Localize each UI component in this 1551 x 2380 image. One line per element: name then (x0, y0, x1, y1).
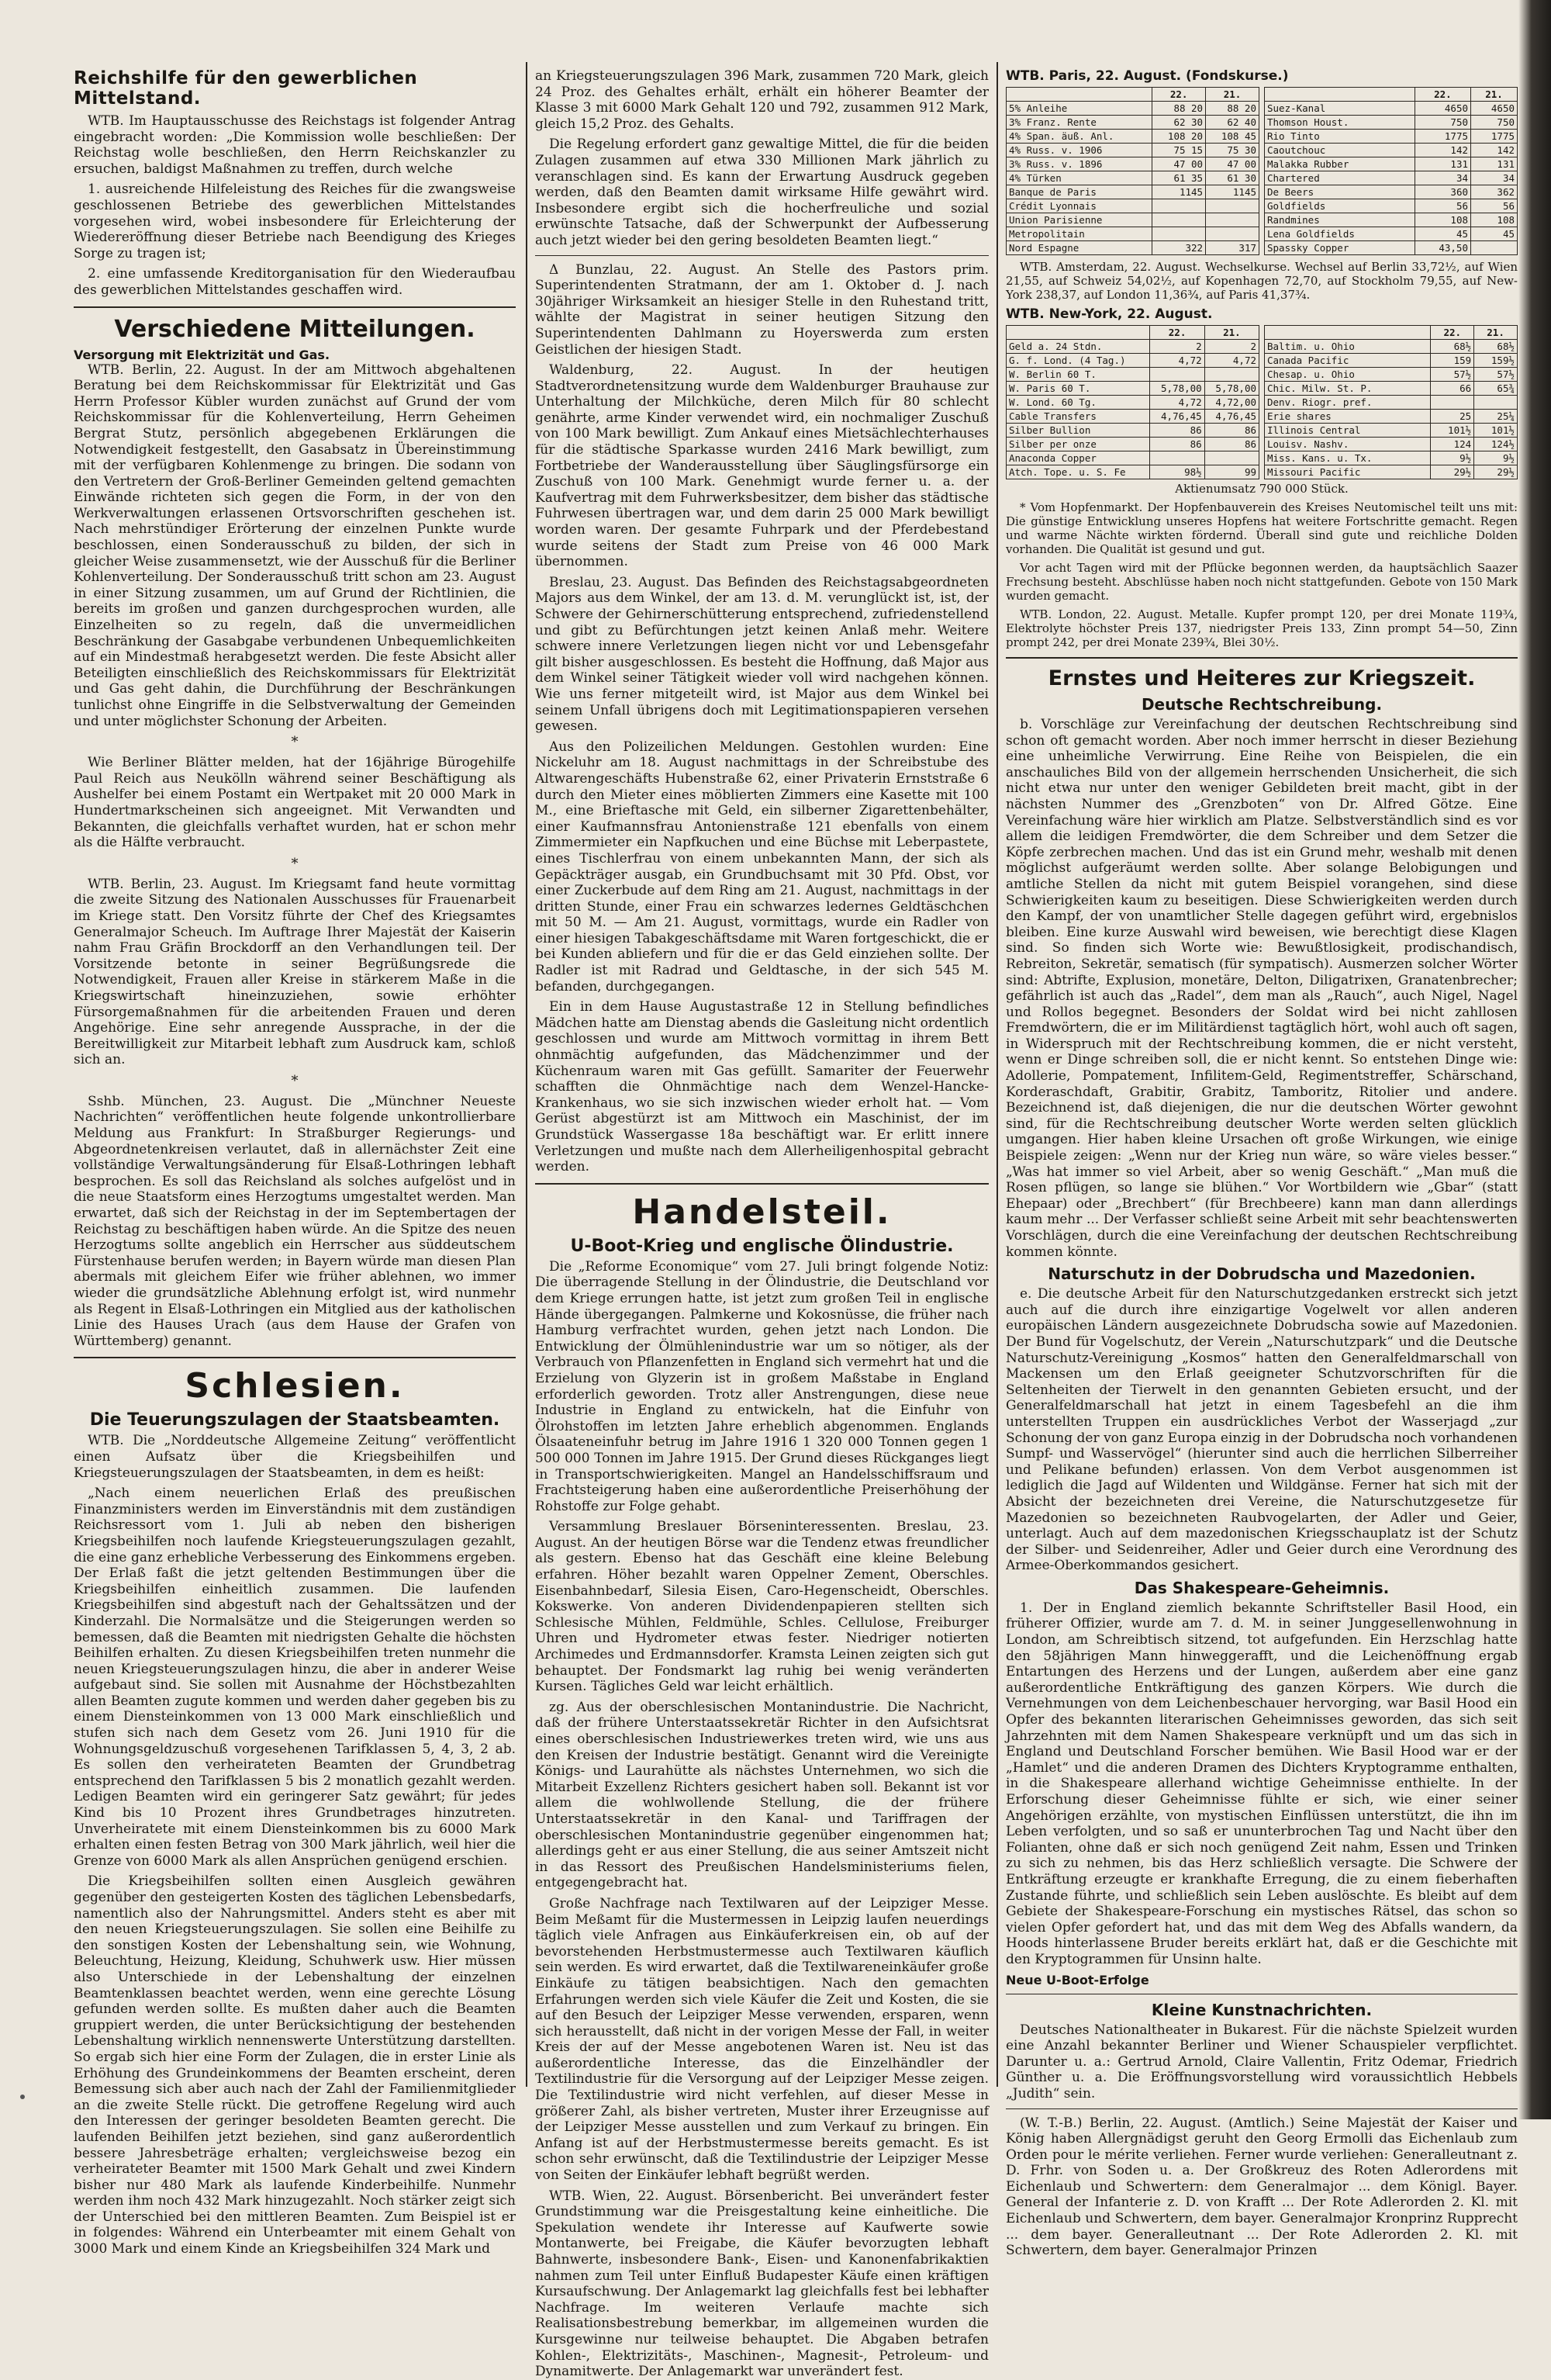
column-rule (526, 62, 527, 2087)
article-paragraph: an Kriegsteuerungszulagen 396 Mark, zusammen 720 Mark, gleich 24 Proz. des Gehaltes erhält, erhält ein höherer Beamter der Klasse 3 mit 6000 Mark Gehalt 120 und 792, zusammen 912 Mark, gleich 15,2 Proz. des Gehalts. (535, 68, 989, 132)
article-paragraph: zg. Aus der oberschlesischen Montanindustrie. Die Nachricht, daß der frühere Unterstaatssekretär Richter in den Aufsichtsrat eines oberschlesischen Industriewerkes treten wird, wie uns aus den Kreisen der Industrie bestätigt. Genannt wird die Vereinigte Königs- und Laurahütte als nächstes Unternehmen, wo sich die Mitarbeit Exzellenz Richters gesichert haben soll. Bekannt ist vor allem die wohlwollende Stellung, die der frühere Unterstaatssekretär in den Kanal- und Tariffragen der oberschlesischen Montanindustrie gegenüber eingenommen hat; allerdings geht er aus einer Stellung, die aus seiner Amtszeit nicht in das Ressort des Preußischen Handelsministeriums fielen, entgegengebracht hat. (535, 1699, 989, 1891)
table-cell: G. f. Lond. (4 Tag.) (1007, 354, 1150, 368)
section-divider (1006, 657, 1518, 659)
table-row (1265, 368, 1518, 382)
table-cell: 66 (1431, 382, 1474, 396)
table-cell: 62 30 (1152, 116, 1206, 130)
table-cell: 25¼ (1474, 410, 1518, 424)
table-cell: 75 15 (1152, 144, 1206, 157)
table-cell: 4,76,45 (1204, 410, 1259, 424)
table-cell: 4650 (1415, 102, 1470, 116)
table-cell: Chesap. u. Ohio (1265, 368, 1431, 382)
page-speck (20, 2095, 25, 2099)
table-cell: 22. (1150, 326, 1204, 340)
table-cell: 61 30 (1206, 171, 1259, 185)
table-cell (1152, 213, 1206, 227)
table-cell: 101½ (1431, 424, 1474, 438)
table-cell: 4% Span. äuß. Anl. (1007, 130, 1152, 144)
table-cell: Lena Goldfields (1265, 227, 1415, 241)
table-cell: 108 (1471, 213, 1518, 227)
article-kicker: Versorgung mit Elektrizität und Gas. (74, 347, 330, 362)
table-cell: 22. (1415, 88, 1470, 102)
table-row (1007, 382, 1259, 396)
article-paragraph: Ein in dem Hause Augustastraße 12 in Stellung befindliches Mädchen hatte am Dienstag abends die Gasleitung nicht ordentlich geschlossen und wurde am Mittwoch vormittag in ihrem Bett ohnmächtig aufgefunden, das Mädchenzimmer und der Küchenraum waren mit Gas gefüllt. Samariter der Feuerwehr schafften die Ohnmächtige nach dem Wenzel-Hancke-Krankenhaus, wo sie sich inzwischen wieder erholt hat. — Vom Gerüst abgestürzt ist am Mittwoch ein Maschinist, der im Grundstück Wassergasse 18a beschäftigt war. Er erlitt innere Verletzungen und mußte nach dem Allerheiligenhospital gebracht werden. (535, 999, 989, 1175)
table-cell: 68½ (1431, 340, 1474, 354)
article-paragraph: WTB. Die „Norddeutsche Allgemeine Zeitung“ veröffentlicht einen Aufsatz über die Kriegsbeihilfen und Kriegsteuerungszulagen der Staatsbeamten, in dem es heißt: (74, 1433, 516, 1481)
article-paragraph: WTB. Im Hauptausschusse des Reichstags ist folgender Antrag eingebracht worden: „Die Kommission wolle beschließen: Der Reichstag wolle beschließen, den Herrn Reichskanzler zu ersuchen, baldigst Maßnahmen zu treffen, durch welche (74, 113, 516, 177)
table-cell: Union Parisienne (1007, 213, 1152, 227)
table-row (1007, 171, 1259, 185)
table-row (1007, 451, 1259, 465)
table-cell (1007, 88, 1152, 102)
table-cell: Nord Espagne (1007, 241, 1152, 255)
star-separator: * (291, 855, 299, 872)
table-cell: 86 (1150, 424, 1204, 438)
table-row (1265, 227, 1518, 241)
article-paragraph: Die Kriegsbeihilfen sollten einen Ausgleich gewähren gegenüber den gesteigerten Kosten des täglichen Lebensbedarfs, namentlich also der Nahrungsmittel. Anders steht es aber mit den neuen Kriegsteuerungszulagen. Sie sollen eine Beihilfe zu den sonstigen Kosten der Lebenshaltung sein, wie Wohnung, Beleuchtung, Heizung, Kleidung, Schuhwerk usw. Hier müssen also Unterschiede in der Lebenshaltung der einzelnen Beamtenklassen beachtet werden, wenn eine gerechte Lösung gefunden werden sollte. Es mußten daher auch die Beamten gruppiert werden, die unter Berücksichtigung der bestehenden Lebenshaltung wirklich nennenswerte Unterstützung darstellten. So ergab sich hier eine Form der Zulagen, die in erster Linie als Erhöhung des Grundeinkommens der Beamten erscheint, deren Bemessung sich aber auch nach der Zahl der Familienmitglieder an die zweite Stelle rückt. Die getroffene Regelung wird auch den Interessen der geringer besoldeten Beamten gerecht. Die laufenden Beihilfen jetzt beziehen, sind ganz außerordentlich bessere Jahresbeträge erhalten; vergleichsweise bezog ein verheirateter Beamter mit 1500 Mark Gehalt und zwei Kindern bisher nur 480 Mark als laufende Kinderbeihilfe. Nunmehr werden ihm noch 432 Mark hinzugezahlt. Noch stärker zeigt sich der Unterschied bei den mittleren Beamten. Zum Beispiel ist er in folgendes: Während ein Unterbeamter mit einem Gehalt von 3000 Mark und einem Kinde an Kriegsbeihilfen 324 Mark und (74, 1873, 516, 2257)
table-row (1007, 396, 1259, 410)
table-row (1265, 199, 1518, 213)
table-row (1007, 144, 1259, 157)
table-row (1265, 396, 1518, 410)
table-cell: 22. (1152, 88, 1206, 102)
column-left (74, 68, 516, 2257)
article-paragraph: 2. eine umfassende Kreditorganisation für den Wiederaufbau des gewerblichen Mittelstandes geschaffen wird. (74, 266, 516, 298)
table-cell: 750 (1415, 116, 1470, 130)
article-paragraph: Vor acht Tagen wird mit der Pflücke begonnen werden, da hauptsächlich Saazer Frechsung besteht. Abschlüsse haben noch nicht stattgefunden. Gebote von 150 Mark wurden gemacht. (1006, 561, 1518, 603)
table-row (1265, 144, 1518, 157)
article-heading: Reichshilfe für den gewerblichen Mittelstand. (74, 68, 418, 109)
table-cell: 5,78,00 (1150, 382, 1204, 396)
table-row (1007, 354, 1259, 368)
divider (1006, 2108, 1518, 2109)
table-row (1265, 424, 1518, 438)
table-row (1265, 382, 1518, 396)
table-cell: Banque de Paris (1007, 185, 1152, 199)
table-cell: Atch. Tope. u. S. Fe (1007, 465, 1150, 479)
table-cell: De Beers (1265, 185, 1415, 199)
table-row (1007, 102, 1259, 116)
article-paragraph: Die „Reforme Economique“ vom 27. Juli bringt folgende Notiz: Die überragende Stellung in der Ölindustrie, die Deutschland vor dem Kriege errungen hatte, ist jetzt zum großen Teil in englische Hände übergegangen. Palmkerne und Kokosnüsse, die früher nach Hamburg verfrachtet wurden, gehen jetzt nach London. Die Entwicklung der Ölmühlenindustrie war um so nötiger, als der Verbrauch von Pflanzenfetten in England sich vermehrt hat und die Erzielung von Glyzerin ist in großem Maßstabe in England erforderlich geworden. Trotz aller Anstrengungen, diese neue Industrie in England zu entwickeln, hat die Einfuhr von Ölrohstoffen im letzten Jahre erheblich abgenommen. Englands Ölsaateneinfuhr betrug im Jahre 1916 1 320 000 Tonnen gegen 1 500 000 Tonnen im Jahre 1915. Der Grund dieses Rückganges liegt in Transportschwierigkeiten. Mangel an Handelsschiffsraum und Frachtsteigerung haben eine außerordentliche Preiserhöhung der Rohstoffe zur Folge gehabt. (535, 1258, 989, 1514)
section-divider (74, 1357, 516, 1358)
table-row (1265, 241, 1518, 255)
table-cell: 56 (1471, 199, 1518, 213)
table-cell: 159½ (1474, 354, 1518, 368)
market-heading: WTB. Paris, 22. August. (Fondskurse.) (1006, 68, 1289, 84)
table-cell (1206, 199, 1259, 213)
table-cell: 4,72,00 (1204, 396, 1259, 410)
table-cell: 86 (1204, 424, 1259, 438)
table-cell: Geld a. 24 Stdn. (1007, 340, 1150, 354)
table-row (1265, 451, 1518, 465)
column-rule (997, 62, 998, 2087)
table-cell (1431, 396, 1474, 410)
table-cell: 9½ (1474, 451, 1518, 465)
article-heading: Das Shakespeare-Geheimnis. (1134, 1578, 1390, 1597)
table-cell: 4,72 (1204, 354, 1259, 368)
table-cell: 68½ (1474, 340, 1518, 354)
table-cell: 2 (1204, 340, 1259, 354)
table-cell: 9½ (1431, 451, 1474, 465)
table-cell (1152, 227, 1206, 241)
table-cell: W. Paris 60 T. (1007, 382, 1150, 396)
table-cell: 21. (1206, 88, 1259, 102)
table-cell: Denv. Riogr. pref. (1265, 396, 1431, 410)
section-divider (535, 1183, 989, 1185)
table-cell (1204, 368, 1259, 382)
table-cell: 131 (1415, 157, 1470, 171)
section-divider (74, 306, 516, 308)
table-cell: 4,76,45 (1150, 410, 1204, 424)
table-row (1265, 116, 1518, 130)
table-cell: 360 (1415, 185, 1470, 199)
table-cell (1150, 368, 1204, 382)
table-cell: Silber Bullion (1007, 424, 1150, 438)
table-cell (1265, 326, 1431, 340)
table-cell (1007, 326, 1150, 340)
table-cell: 159 (1431, 354, 1474, 368)
table-cell: W. Lond. 60 Tg. (1007, 396, 1150, 410)
table-cell: Malakka Rubber (1265, 157, 1415, 171)
table-row (1007, 438, 1259, 451)
article-heading: Verschiedene Mitteilungen. (114, 315, 475, 343)
table-cell: 2 (1150, 340, 1204, 354)
table-cell: 21. (1471, 88, 1518, 102)
table-cell: Miss. Kans. u. Tx. (1265, 451, 1431, 465)
market-heading: WTB. New-York, 22. August. (1006, 306, 1213, 322)
table-cell: 101½ (1474, 424, 1518, 438)
table-cell: 142 (1471, 144, 1518, 157)
paris-table-right (1264, 87, 1518, 255)
article-paragraph: Waldenburg, 22. August. In der heutigen Stadtverordnetensitzung wurde dem Waldenburger Brauhause zur Unterhaltung der Milchküche, deren Milch für 80 schlecht genährte, arme Kinder verwendet wird, ein nochmaliger Zuschuß von 100 Mark bewilligt. Zum Ankauf eines Mietsächlechterhauses für die städtische Sparkasse wurden 2416 Mark bewilligt, zum Fortbetriebe der Wanderausstellung über Säuglingsfürsorge ein Zuschuß von 100 Mark. Genehmigt wurde ferner u. a. der Kaufvertrag mit dem Fuhrwerksbesitzer, dem bisher das städtische Fuhrwesen übertragen war, und dem darin 25 000 Mark bewilligt worden waren. Der gesamte Fuhrpark und der Pferdebestand wurde seitens der Stadt zum Preise von 46 000 Mark übernommen. (535, 362, 989, 570)
table-row (1007, 157, 1259, 171)
table-cell: Metropolitain (1007, 227, 1152, 241)
table-cell: 47 00 (1152, 157, 1206, 171)
table-cell: 56 (1415, 199, 1470, 213)
article-paragraph: WTB. Berlin, 23. August. Im Kriegsamt fand heute vormittag die zweite Sitzung des Nationalen Ausschusses für Frauenarbeit im Kriege statt. Den Vorsitz führte der Chef des Kriegsamtes Generalmajor Scheuch. Im Auftrage Ihrer Majestät der Kaiserin nahm Frau Gräfin Brockdorff an den Verhandlungen teil. Der Vorsitzende betonte in seiner Begrüßungsrede die Notwendigkeit, Frauen aller Kreise in stärkerem Maße in die Kriegswirtschaft hineinzuziehen, sowie erhöhter Fürsorgemaßnahmen für die arbeitenden Frauen und deren Angehörige. Eine sehr anregende Aussprache, in der die Bereitwilligkeit zur Mitarbeit lebhaft zum Ausdruck kam, schloß sich an. (74, 876, 516, 1068)
table-cell (1471, 241, 1518, 255)
table-row (1265, 185, 1518, 199)
table-cell: 45 (1471, 227, 1518, 241)
table-cell: 75 30 (1206, 144, 1259, 157)
table-cell: 3% Russ. v. 1896 (1007, 157, 1152, 171)
table-cell: 1145 (1152, 185, 1206, 199)
table-cell: 124 (1431, 438, 1474, 451)
table-cell: 4,72 (1150, 396, 1204, 410)
article-paragraph: Deutsches Nationaltheater in Bukarest. Für die nächste Spielzeit wurden eine Anzahl bekannter Berliner und Wiener Schauspieler verpflichtet. Darunter u. a.: Gertrud Arnold, Claire Vallentin, Fritz Odemar, Friedrich Günther u. a. Die Eröffnungsvorstellung wird voraussichtlich Hebbels „Judith“ sein. (1006, 2022, 1518, 2102)
table-row (1007, 88, 1259, 102)
article-heading: Naturschutz in der Dobrudscha und Mazedonien. (1048, 1264, 1476, 1284)
table-cell: Louisv. Nashv. (1265, 438, 1431, 451)
table-cell: 21. (1204, 326, 1259, 340)
table-cell: 131 (1471, 157, 1518, 171)
article-paragraph: Versammlung Breslauer Börseninteressenten. Breslau, 23. August. An der heutigen Börse war die Tendenz etwas freundlicher als gestern. Ebenso hat das Geschäft eine kleine Belebung erfahren. Höher bezahlt waren Oppelner Zement, Oberschles. Eisenbahnbedarf, Silesia Eisen, Caro-Hegenscheidt, Oberschles. Kokswerke. Von anderen Dividendenpapieren stellten sich Schlesische Mühlen, Feldmühle, Schles. Cellulose, Freiburger Uhren und Hydrometer etwas fester. Niedriger notierten Archimedes und Erdmannsdorfer. Kramsta Leinen zeigten sich gut behauptet. Der Fondsmarkt lag ruhig bei wenig veränderten Kursen. Tägliches Geld war leicht erhältlich. (535, 1519, 989, 1695)
column-middle (535, 68, 989, 2380)
article-paragraph: WTB. Amsterdam, 22. August. Wechselkurse. Wechsel auf Berlin 33,72½, auf Wien 21,55, auf Schweiz 54,02½, auf Kopenhagen 72,70, auf Stockholm 79,55, auf New-York 238,37, auf London 11,36¾, auf Paris 41,37¾. (1006, 260, 1518, 302)
table-cell (1265, 88, 1415, 102)
table-cell: 4650 (1471, 102, 1518, 116)
table-row (1007, 116, 1259, 130)
table-row (1265, 213, 1518, 227)
table-cell: 108 45 (1206, 130, 1259, 144)
table-row (1007, 424, 1259, 438)
table-cell: 29½ (1431, 465, 1474, 479)
table-cell: 98½ (1150, 465, 1204, 479)
table-cell (1204, 451, 1259, 465)
table-cell: 317 (1206, 241, 1259, 255)
table-cell: 88 20 (1152, 102, 1206, 116)
table-cell: Thomson Houst. (1265, 116, 1415, 130)
table-cell: Rio Tinto (1265, 130, 1415, 144)
table-cell (1152, 199, 1206, 213)
table-row (1265, 465, 1518, 479)
newyork-tables (1006, 325, 1518, 479)
table-cell: 29½ (1474, 465, 1518, 479)
table-cell: 362 (1471, 185, 1518, 199)
section-heading: Ernstes und Heiteres zur Kriegszeit. (1048, 666, 1476, 690)
table-cell (1206, 213, 1259, 227)
article-paragraph: WTB. London, 22. August. Metalle. Kupfer prompt 120, per drei Monate 119¾, Elektrolyte höchster Preis 137, niedrigster Preis 133, Zinn prompt 54—50, Zinn prompt 242, per drei Monate 239¾, Blei 30½. (1006, 607, 1518, 649)
table-cell: 108 20 (1152, 130, 1206, 144)
table-row (1007, 130, 1259, 144)
table-cell: 1775 (1415, 130, 1470, 144)
table-cell: 45 (1415, 227, 1470, 241)
article-heading: Die Teuerungszulagen der Staatsbeamten. (89, 1410, 500, 1430)
table-row (1265, 410, 1518, 424)
article-tail: Neue U-Boot-Erfolge (1006, 1972, 1149, 1987)
table-cell: 124½ (1474, 438, 1518, 451)
article-paragraph: e. Die deutsche Arbeit für den Naturschutzgedanken erstreckt sich jetzt auch auf die durch ihre einzigartige Vogelwelt vor allen anderen europäischen Ländern ausgezeichnete Dobrudscha sowie auf Mazedonien. Der Bund für Vogelschutz, der Verein „Naturschutzpark“ und die Deutsche Naturschutz-Vereinigung „Kosmos“ hatten den Generalfeldmarschall von Mackensen um den Erlaß geeigneter Schutzvorschriften für die Seltenheiten der Tierwelt in den genannten Gebieten ersucht, und der Generalfeldmarschall hat jetzt in einem Tagesbefehl an die ihm unterstellten Truppen ein ausdrückliches Verbot der Wasserjagd „zur Schonung der von ganz Europa einzig in der Dobrudscha noch vorhandenen Sumpf- und Wasservögel“ (hierunter sind auch die herrlichen Silberreiher und Pelikane befunden) erlassen. Von dem Verbot ausgenommen ist lediglich die Jagd auf Wildenten und Wildgänse. Ferner hat sich mit der Absicht der bezeichneten drei Vereine, die Naturschutzgesetze für Mazedonien so bezeichneten Raubvogelarten, der Adler und Geier, unterlagt. Auch auf dem mazedonischen Kriegsschauplatz ist der Schutz der Silber- und Seidenreiher, Adler und Geier durch eine Verordnung des Armee-Oberkommandos gesichert. (1006, 1286, 1518, 1574)
newyork-table-left (1006, 325, 1259, 479)
binding-edge (1518, 0, 1551, 2119)
table-row (1007, 227, 1259, 241)
table-cell: Chic. Milw. St. P. (1265, 382, 1431, 396)
table-cell: 57½ (1431, 368, 1474, 382)
article-paragraph: Große Nachfrage nach Textilwaren auf der Leipziger Messe. Beim Meßamt für die Mustermessen in Leipzig laufen neuerdings täglich viele Anfragen aus Einkäuferkreisen ein, ob auf der bevorstehenden Herbstmustermesse auch Textilwaren käuflich sein werden. Es wird erwartet, daß die Textilwareneinkäufer große Einkäufe zu tätigen beabsichtigen. Nach den gemachten Erfahrungen werden sich viele Käufer die Zeit und Kosten, die sie auf den Besuch der Leipziger Messe verwenden, ersparen, wenn sich herausstellt, daß nicht in der vorigen Messe der Fall, in weiter Kreis der auf der Messe angebotenen Waren ist. Neu ist das außerordentliche Interesse, das die Einzelhändler der Textilindustrie für die Versorgung auf der Leipziger Messe zeigen. Die Textilindustrie wird nicht verfehlen, auf dieser Messe in größerer Zahl, als bisher vertreten, Muster ihrer Erzeugnisse auf der Leipziger Messe ausstellen und zum Verkauf zu bringen. Ein Anfang ist auf der Herbstmustermesse bereits gemacht. Es ist schon sehr erwünscht, daß die Textilindustrie der Leipziger Messe von Seiten der Einkäufer lebhaft begrüßt werden. (535, 1895, 989, 2184)
section-heading: Schlesien. (185, 1366, 405, 1406)
table-cell: Spassky Copper (1265, 241, 1415, 255)
table-cell: 108 (1415, 213, 1470, 227)
table-cell: Randmines (1265, 213, 1415, 227)
table-cell: Suez-Kanal (1265, 102, 1415, 116)
table-cell: Illinois Central (1265, 424, 1431, 438)
table-row (1265, 354, 1518, 368)
table-cell: 4,72 (1150, 354, 1204, 368)
article-paragraph: Δ Bunzlau, 22. August. An Stelle des Pastors prim. Superintendenten Stratmann, der am 1. Oktober d. J. nach 30jähriger Wirksamkeit an hiesiger Stelle in den Ruhestand tritt, wählte der Magistrat in seiner heutigen Sitzung den Superintendenten Dahlmann zu Hoyerswerda zum ersten Geistlichen der hiesigen Stadt. (535, 261, 989, 358)
article-paragraph: WTB. Wien, 22. August. Börsenbericht. Bei unverändert fester Grundstimmung war die Preisgestaltung keine einheitliche. Die Spekulation wendete ihr Interesse auf Kaufwerte sowie Montanwerte, bei Freigabe, die Käufer bevorzugten lebhaft Bahnwerte, insbesondere Bank-, Eisen- und Kanonenfabrikaktien nahmen zum Teil unter Einfluß Budapester Käufe einen kräftigen Kursaufschwung. Der Anlagemarkt lag gleichfalls fest bei lebhafter Nachfrage. Im weiteren Verlaufe machte sich Realisationsbestrebung bemerkbar, im allgemeinen wurden die Kursgewinne nur teilweise behauptet. Die Abgaben betrafen Kohlen-, Elektrizitäts-, Maschinen-, Magnesit-, Petroleum- und Dynamitwerte. Der Anlagemarkt war unverändert fest. (535, 2188, 989, 2380)
table-cell: 22. (1431, 326, 1474, 340)
column-right (1006, 68, 1518, 2259)
table-cell: Cable Transfers (1007, 410, 1150, 424)
table-cell: Erie shares (1265, 410, 1431, 424)
table-row (1265, 157, 1518, 171)
article-paragraph: WTB. Berlin, 22. August. In der am Mittwoch abgehaltenen Beratung bei dem Reichskommissar für Elektrizität und Gas Herrn Professor Kübler wurden zunächst auf Grund der vom Reichskommissar für die Kohlenverteilung, Herrn Geheimen Bergrat Stutz, persönlich abgegebenen Erklärungen die Notwendigkeit festgestellt, den Gasabsatz in Übereinstimmung mit der verfügbaren Kohlenmenge zu bringen. Die sodann von den Vertretern der Groß-Berliner Gemeinden geltend gemachten Einwände richteten sich gegen die Form, in der von den Werkverwaltungen erlassenen Ortsvorschriften geschehen ist. Nach mehrstündiger Erörterung der einzelnen Punkte wurde beschlossen, einen Sonderausschuß zu bilden, der sich in gleicher Weise zusammensetzt, wie der Ausschuß für die Berliner Kohlenverteilung. Der Sonderausschuß tritt schon am 23. August in einer Sitzung zusammen, um auf Grund der Richtlinien, die bereits im großen und ganzen durchgesprochen wurden, alle Einzelheiten so zu regeln, daß die unvermeidlichen Beschränkung der Gasabgabe verbundenen Unbequemlichkeiten auf ein Mindestmaß herabgesetzt werden. Die feste Absicht aller Beteiligten einschließlich des Reichskommissars für Elektrizität und Gas geht dahin, die Durchführung der Beschränkungen tunlichst ohne Eingriffe in die Selbstverwaltung der Gemeinden und unter möglichster Schonung der Arbeiten. (74, 361, 516, 729)
table-cell: 1145 (1206, 185, 1259, 199)
table-cell: Chartered (1265, 171, 1415, 185)
table-cell: 4% Türken (1007, 171, 1152, 185)
table-cell: 750 (1471, 116, 1518, 130)
table-row (1265, 130, 1518, 144)
table-row (1265, 438, 1518, 451)
table-cell: Crédit Lyonnais (1007, 199, 1152, 213)
table-cell: 3% Franz. Rente (1007, 116, 1152, 130)
table-cell: 322 (1152, 241, 1206, 255)
table-cell: Anaconda Copper (1007, 451, 1150, 465)
table-row (1265, 102, 1518, 116)
article-paragraph: 1. ausreichende Hilfeleistung des Reiches für die zwangsweise geschlossenen Betriebe des gewerblichen Mittelstandes vorgesehen wird, wobei insbesondere für Erleichterung der Wiedereröffnung dieser Betriebe nach Beendigung des Krieges Sorge zu tragen ist; (74, 182, 516, 261)
article-paragraph: Sshb. München, 23. August. Die „Münchner Neueste Nachrichten“ veröffentlichen heute folgende unkontrollierbare Meldung aus Frankfurt: In Straßburger Regierungs- und Abgeordnetenkreisen verlautet, daß in allernächster Zeit eine vollständige Verwaltungsänderung für Elsaß-Lothringen lebhaft besprochen. Es soll das Reichsland als solches aufgelöst und in die neue Staatsform eines Herzogtums umgestaltet werden. Man erwartet, daß sich der Reichstag in der im Septembertagen der Reichstag zu beschäftigen haben würde. An die Spitze des neuen Herzogtums sollte angeblich ein Herrscher aus süddeutschem Fürstenhause berufen werden; in Bayern würde man diesen Plan abermals mit gleichem Eifer wie früher ablehnen, wo immer wieder die grundsätzliche Ablehnung erfolgt ist, wird nunmehr als Regent in Elsaß-Lothringen ein Mitglied aus der katholischen Linie des Hauses Urach (aus dem Hause der Grafen von Württemberg) genannt. (74, 1093, 516, 1349)
table-cell: 4% Russ. v. 1906 (1007, 144, 1152, 157)
table-row (1265, 340, 1518, 354)
table-cell (1206, 227, 1259, 241)
article-paragraph: (W. T.-B.) Berlin, 22. August. (Amtlich.) Seine Majestät der Kaiser und König haben Allergnädigst geruht den Georg Ermolli das Eichenlaub zum Orden pour le mérite verliehen. Ferner wurde verliehen: Generalleutnant z. D. Frhr. von Soden u. a. Der Großkreuz des Roten Adlerordens mit Eichenlaub und Schwertern: dem Generalmajor ... dem Königl. Bayer. General der Infanterie z. D. von Krafft ... Der Rote Adlerorden 2. Kl. mit Eichenlaub und Schwertern, dem bayer. Generalmajor Kronprinz Rupprecht ... dem bayer. Generalleutnant ... Der Rote Adlerorden 2. Kl. mit Schwertern, dem bayer. Generalmajor Prinzen (1006, 2115, 1518, 2259)
table-row (1265, 326, 1518, 340)
article-paragraph: Wie Berliner Blätter melden, hat der 16jährige Bürogehilfe Paul Reich aus Neukölln während seiner Beschäftigung als Aushelfer bei einem Postamt ein Wertpaket mit 20 000 Mark in Hundertmarkscheinen sich angeeignet. Mit Verwandten und Bekannten, die gleichfalls verhaftet wurden, hat er schon mehr als die Hälfte verbraucht. (74, 755, 516, 851)
paris-tables (1006, 87, 1518, 255)
table-cell: 88 20 (1206, 102, 1259, 116)
table-row (1265, 171, 1518, 185)
table-row (1007, 465, 1259, 479)
table-cell: 142 (1415, 144, 1470, 157)
star-separator: * (291, 734, 299, 751)
article-paragraph: * Vom Hopfenmarkt. Der Hopfenbauverein des Kreises Neutomischel teilt uns mit: Die günstige Entwicklung unseres Hopfens hat weitere Fortschritte gemacht. Regen und warme Nächte wirkten fördernd. Überall sind gute und reichliche Dolden vorhanden. Die Qualität ist gesund und gut. (1006, 500, 1518, 556)
table-cell: W. Berlin 60 T. (1007, 368, 1150, 382)
article-paragraph: 1. Der in England ziemlich bekannte Schriftsteller Basil Hood, ein früherer Offizier, wurde am 7. d. M. in seiner Junggesellenwohnung in London, am Schreibtisch sitzend, tot aufgefunden. Ein Herzschlag hatte den 58jährigen Mann hinweggerafft, und die Leichenöffnung ergab Entartungen des Herzens und der Lungen, außerdem aber eine ganz außerordentliche Entkräftigung des ganzen Körpers. Wie durch die Vernehmungen von dem Leichenbeschauer hervorging, war Basil Hood ein Opfer des bekannten literarischen Geheimnisses geworden, das sich seit Jahrzehnten mit dem Namen Shakespeare verknüpft und um das sich in England und Deutschland Forscher bemühen. Wie Basil Hood war er der „Hamlet“ und die anderen Dramen des Dichters Kryptogramme enthalten, in die Shakespeare allerhand wichtige Geheimnisse enthielte. In der Erforschung dieser Geheimnisse fühlte er sich, wie einer seiner Angehörigen erzählte, von mystischen Einflüssen unterstützt, die ihn im Leben verfolgten, und so saß er ununterbrochen Tag und Nacht über den Folianten, ohne daß er sich noch genügend Zeit nahm, Essen und Trinken zu sich zu nehmen, bis das Herz schließlich versagte. Die Schwere der Entkräftung erzeugte er krankhafte Erregung, die zu einem fieberhaften Zustande führte, und schließlich sein Leben auslöschte. Es bleibt auf dem Gebiete der Shakespeare-Forschung ein mystisches Rätsel, das schon so vielen Opfer gefordert hat, und das mit dem Weg des Abfalls wandern, da Hoods hinterlassene Bruder bereits erklärt hat, daß er die Geschichte mit den Kryptogrammen für Unsinn halte. (1006, 1600, 1518, 1967)
table-cell: 25 (1431, 410, 1474, 424)
table-cell: 57½ (1474, 368, 1518, 382)
article-heading: Kleine Kunstnachrichten. (1151, 2000, 1373, 2019)
table-row (1007, 241, 1259, 255)
section-heading: Handelsteil. (632, 1192, 892, 1232)
table-cell: 34 (1471, 171, 1518, 185)
table-cell: Canada Pacific (1265, 354, 1431, 368)
table-row (1007, 340, 1259, 354)
article-paragraph: Die Regelung erfordert ganz gewaltige Mittel, die für die beiden Zulagen zusammen auf etwa 330 Millionen Mark jährlich zu veranschlagen sind. Es kann der Erwartung Ausdruck gegeben werden, daß den Beamten damit wirksame Hilfe gewährt wird. Insbesondere ergibt sich die hocherfreuliche und sozial erwünschte Tatsache, daß der Schwerpunkt der Aufbesserung auch jetzt wieder bei den gering besoldeten Beamten liegt.“ (535, 137, 989, 248)
table-cell: 86 (1204, 438, 1259, 451)
table-cell: Goldfields (1265, 199, 1415, 213)
article-heading: Deutsche Rechtschreibung. (1141, 695, 1383, 714)
table-cell: 61 35 (1152, 171, 1206, 185)
table-row (1007, 410, 1259, 424)
divider (535, 255, 989, 256)
table-row (1007, 326, 1259, 340)
table-row (1007, 199, 1259, 213)
table-cell: 5,78,00 (1204, 382, 1259, 396)
article-paragraph: „Nach einem neuerlichen Erlaß des preußischen Finanzministers werden im Einverständnis mit dem zuständigen Reichsressort vom 1. Juli ab neben den bisherigen Kriegsbeihilfen noch laufende Kriegsteuerungszulagen gezahlt, die eine ganz erhebliche Verbesserung des Einkommens ergeben. Der Erlaß faßt die jetzt geltenden Bestimmungen über die Kriegsbeihilfen einheitlich zusammen. Die laufenden Kriegsbeihilfen sind abgestuft nach der Gehaltssätzen und der Kinderzahl. Die Normalsätze und die Steigerungen werden so bemessen, daß die Beamten mit niedrigsten Gehalte die höchsten Beihilfen erhalten. Zu diesen Kriegsbeihilfen treten nunmehr die neuen Kriegsteuerungszulagen hinzu, die aber in anderer Weise aufgebaut sind. Sie sollen mit Ausnahme der Höchstbezahlten allen Beamten zugute kommen und werden daher gegeben bis zu einem Diensteinkommen von 13 000 Mark einschließlich und stufen sich nach dem Gesetz vom 26. Juni 1910 für die Wohnungsgeldzuschuß vorgesehenen Tarifklassen 5, 4, 3, 2 ab. Es sollen den verheirateten Beamten der Grundbetrag entsprechend den Tarifklassen 5 bis 2 monatlich gezahlt werden. Ledigen Beamten wird ein geringerer Satz gewährt; für jedes Kind bis 10 Prozent ihres Grundbetrages hinzutreten. Unverheiratete mit einem Diensteinkommen bis zu 6000 Mark erhalten einen festen Betrag von 300 Mark jährlich, weil hier die Grenze von 6000 Mark als allen Ansprüchen genügend erschien. (74, 1486, 516, 1869)
table-cell: 86 (1150, 438, 1204, 451)
table-cell (1474, 396, 1518, 410)
table-row (1007, 213, 1259, 227)
table-cell: 34 (1415, 171, 1470, 185)
table-cell: Missouri Pacific (1265, 465, 1431, 479)
newyork-table-right (1264, 325, 1518, 479)
table-cell: 21. (1474, 326, 1518, 340)
table-row (1007, 185, 1259, 199)
article-paragraph: b. Vorschläge zur Vereinfachung der deutschen Rechtschreibung sind schon oft gemacht worden. Aber noch immer herrscht in dieser Beziehung eine unheimliche Verwirrung. Eine Reihe von Beispielen, die ein anschauliches Bild von der allgemein herrschenden Unsicherheit, die sich nicht etwa nur unter den weniger Gebildeten breit macht, gibt in der nächsten Nummer des „Grenzboten“ von Dr. Alfred Götze. Eine Vereinfachung wäre hier wirklich am Platze. Selbstverständlich sind es vor allem die leidigen Fremdwörter, die dem Schreiber und dem Setzer die Köpfe zerbrechen machen. Und das ist ein Grund mehr, weshalb mit denen möglichst aufgeräumt werden sollte. Aber solange Belobigungen und amtliche Stellen da nicht mit gutem Beispiel vorangehen, sind diese Schwierigkeiten kaum zu beseitigen. Diese Schwierigkeiten werden durch den Kampf, der von unamtlicher Stelle dagegen geführt wird, ergebnislos bleiben. Eine kurze Auswahl wird beweisen, wie berechtigt diese Klagen sind. So finden sich Worte wie: Bewußtlosigkeit, prodischandisch, Rebreiton, Sekretär, sematisch (für sympatisch). Ausmerzen solcher Wörter sind: Abtrifte, Explusion, monetäre, Delton, Diligatrixen, Granatenbrecher; gefährlich ist auch das „Radel“, dem man als „Rauch“, auch Nigel, Nagel und Rollos begegnet. Besonders der Soldat wird bei nicht zahllosen Fremdwörtern, die er im Militärdienst tagtäglich hört, wohl auch oft sagen, in Widerspruch mit der Rechtschreibung kommen, die er nicht versteht, wenn er Dinge schreiben soll, die er nicht kennt. So entstehen Dinge wie: Adollerie, Pompatement, Infilitem-Geld, Regimentstreffer, Schärschand, Korderaschdaft, Grabitir, Grabitz, Tamboritz, Ritolier und andere. Bezeichnend ist, daß diejenigen, die nur die deutschen Wörter gewohnt sind, für die Rechtschreibung deutscher Worte werden selten glücklich umgangen. Hier haben kleine Ursachen oft große Wirkungen, wie einige Beispiele zeigen: „Wenn nur der Krieg nun wäre, so wäre vieles besser.“ „Was hat immer so viel Arbeit, aber so wenig Geschäft.“ „Man muß die Rosen pflügen, so lange sie blühen.“ Vor Wortbildern wie „Gbar“ (statt Ehepaar) oder „Brechbert“ (für Brechbeere) kann man dann allerdings kaum mehr ... Der Verfasser schließt seine Arbeit mit sehr beachtenswerten Vorschlägen, durch die eine Vereinfachung der deutschen Rechtschreibung kommen könnte. (1006, 717, 1518, 1260)
table-cell: 65¾ (1474, 382, 1518, 396)
table-cell: Silber per onze (1007, 438, 1150, 451)
table-cell: 43,50 (1415, 241, 1470, 255)
table-cell (1150, 451, 1204, 465)
table-row (1265, 88, 1518, 102)
table-cell: 1775 (1471, 130, 1518, 144)
table-row (1007, 368, 1259, 382)
article-heading: U-Boot-Krieg und englische Ölindustrie. (570, 1236, 954, 1256)
article-paragraph: Breslau, 23. August. Das Befinden des Reichstagsabgeordneten Majors aus dem Winkel, der am 13. d. M. verunglückt ist, ist, der Schwere der Gehirnerschütterung entsprechend, zufriedenstellend und gibt zu Befürchtungen jetzt keinen Anlaß mehr. Weitere schwere innere Verletzungen liegen nicht vor und Lebensgefahr gilt bisher ausgeschlossen. Es besteht die Hoffnung, daß Major aus dem Winkel seiner Tätigkeit wieder voll wird nachgehen können. Wie uns ferner mitgeteilt wird, ist Major aus dem Winkel bei seinem Unfall übrigens doch mit Legitimationspapieren versehen gewesen. (535, 574, 989, 735)
table-cell: 62 40 (1206, 116, 1259, 130)
table-cell: 5% Anleihe (1007, 102, 1152, 116)
table-cell: Baltim. u. Ohio (1265, 340, 1431, 354)
star-separator: * (291, 1072, 299, 1089)
article-paragraph: Aus den Polizeilichen Meldungen. Gestohlen wurden: Eine Nickeluhr am 18. August nachmittags in der Schreibstube des Altwarengeschäfts Hubenstraße 62, einer Privaterin Ernststraße 6 durch den Mieter eines möblierten Zimmers eine Kasette mit 100 M., eine Brieftasche mit Geld, ein silberner Zigarettenbehälter, einer Kaufmannsfrau Antonienstraße 121 ebenfalls von einem Zimmermieter ein Napfkuchen und eine Büchse mit Leberpastete, eines Tischlerfrau von einem unbekannten Mann, der sich als Gepäckträger ausgab, ein Grundbuchsamt mit 30 Pfd. Obst, vor einer Zuckerbude auf dem Ring am 21. August, nachmittags in der dritten Stunde, einer Frau ein schwarzes ledernes Geldtäschchen mit 50 M. — Am 21. August, vormittags, wurde ein Radler von einer hiesigen Tabakgeschäftsdame mit Waren fortgeschickt, die er bei Kunden abliefern und für die er das Geld einziehen sollte. Der Radler ist mit Radrad und Geldtasche, in der sich 545 M. befanden, durchgegangen. (535, 739, 989, 995)
table-cell: Caoutchouc (1265, 144, 1415, 157)
paris-table-left (1006, 87, 1259, 255)
table-cell: 47 00 (1206, 157, 1259, 171)
table-cell: 99 (1204, 465, 1259, 479)
stock-turnover: Aktienumsatz 790 000 Stück. (1175, 482, 1349, 496)
